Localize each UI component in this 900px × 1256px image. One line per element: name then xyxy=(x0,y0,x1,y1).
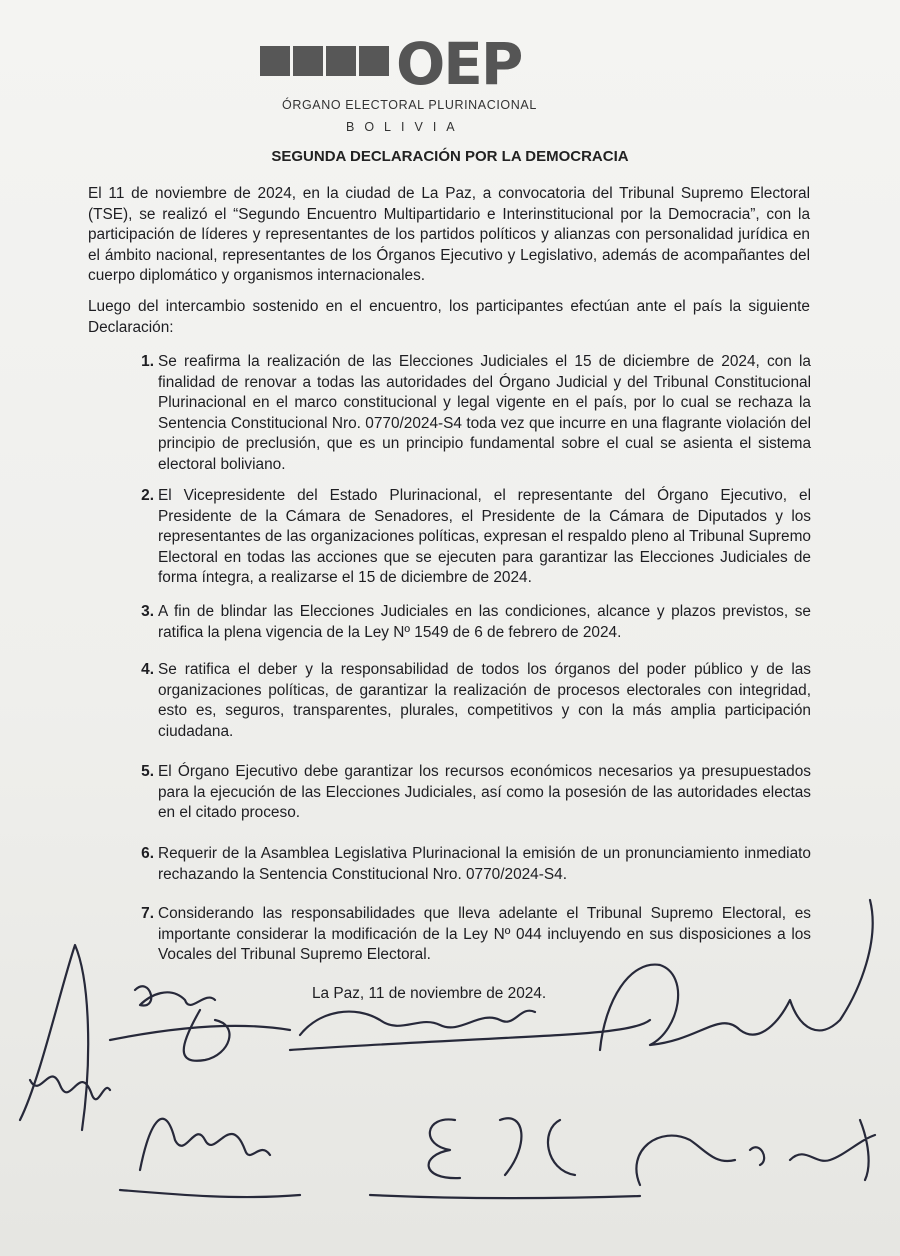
item-number: 5. xyxy=(141,763,154,780)
declaration-item-6 xyxy=(126,844,811,885)
oep-logo xyxy=(258,30,558,140)
signature-center xyxy=(290,1011,650,1050)
document-title: SEGUNDA DECLARACIÓN POR LA DEMOCRACIA xyxy=(271,148,629,165)
item-number: 1. xyxy=(141,353,154,370)
logo-squares xyxy=(260,46,392,81)
country-name: BOLIVIA xyxy=(346,120,465,134)
item-number: 4. xyxy=(141,661,154,678)
intro-paragraph: El 11 de noviembre de 2024, en la ciudad de La Paz, a convocatoria del Tribunal Supremo Electoral (TSE), se realizó el “Segundo Encuentro Multipartidario e Interinstitucional por la Democracia”, con la participación de líderes y representantes de los partidos políticos y alianzas con personalidad jurídica en el ámbito nacional, representantes de los Órganos Ejecutivo y Legislativo, además de acompañantes del cuerpo diplomático y organismos internacionales. xyxy=(88,185,810,284)
signature-lower-center xyxy=(370,1118,640,1198)
item-text: El Vicepresidente del Estado Plurinacional, el representante del Órgano Ejecutivo, el Presidente de la Cámara de Senadores, el Presidente de la Cámara de Diputados y los representantes de las organizaciones políticas, expresan el respaldo pleno al Tribunal Supremo Electoral en todas las acciones que se ejecuten para garantizar las Elecciones Judiciales de forma íntegra, a realizarse el 15 de diciembre de 2024. xyxy=(158,487,811,586)
signature-lower-right xyxy=(636,1120,875,1185)
declaration-item-1 xyxy=(126,352,811,475)
item-number: 3. xyxy=(141,603,154,620)
item-text: El Órgano Ejecutivo debe garantizar los recursos económicos necesarios ya presupuestados para la ejecución de las Elecciones Judiciales, así como la posesión de las autoridades electas en el citado proceso. xyxy=(158,763,811,821)
signature-lower-left xyxy=(120,1119,300,1197)
declaration-item-2 xyxy=(126,486,811,589)
signature-left-tall xyxy=(20,945,110,1130)
item-text: A fin de blindar las Elecciones Judiciales en las condiciones, alcance y plazos previstos, se ratifica la plena vigencia de la Ley Nº 1549 de 6 de febrero de 2024. xyxy=(158,603,811,641)
place-date: La Paz, 11 de noviembre de 2024. xyxy=(312,985,547,1002)
declaration-item-5 xyxy=(126,762,811,824)
item-number: 6. xyxy=(141,845,154,862)
item-text: Se reafirma la realización de las Elecciones Judiciales el 15 de diciembre de 2024, con la finalidad de renovar a todas las autoridades del Órgano Judicial y del Tribunal Constitucional Plurinacional en el marco constitucional y legal vigente en el país, por lo cual se rechaza la Sentencia Constitucional Nro. 0770/2024-S4 toda vez que incurre en una flagrante violación del principio de preclusión, que es un principio fundamental sobre el cual se asienta el sistema electoral boliviano. xyxy=(158,353,811,473)
declaration-item-7 xyxy=(126,904,811,966)
logo-wordmark: OEP xyxy=(396,30,522,98)
item-text: Se ratifica el deber y la responsabilidad de todos los órganos del poder público y de las organizaciones políticas, de garantizar la realización de procesos electorales con integridad, esto es, seguros, transparentes, plurales, competitivos y con la más amplia participación ciudadana. xyxy=(158,661,811,740)
declaration-item-4 xyxy=(126,660,811,742)
declaration-item-3 xyxy=(126,602,811,643)
preamble-paragraph: Luego del intercambio sostenido en el encuentro, los participantes efectúan ante el país la siguiente Declaración: xyxy=(88,298,810,336)
item-number: 2. xyxy=(141,487,154,504)
item-text: Considerando las responsabilidades que lleva adelante el Tribunal Supremo Electoral, es importante considerar la modificación de la Ley Nº 044 incluyendo en sus disposiciones a los Vocales del Tribunal Supremo Electoral. xyxy=(158,905,811,963)
item-number: 7. xyxy=(141,905,154,922)
signature-upper-left xyxy=(110,986,290,1061)
organization-name: ÓRGANO ELECTORAL PLURINACIONAL xyxy=(282,98,537,112)
item-text: Requerir de la Asamblea Legislativa Plurinacional la emisión de un pronunciamiento inmediato rechazando la Sentencia Constitucional Nro. 0770/2024-S4. xyxy=(158,845,811,883)
